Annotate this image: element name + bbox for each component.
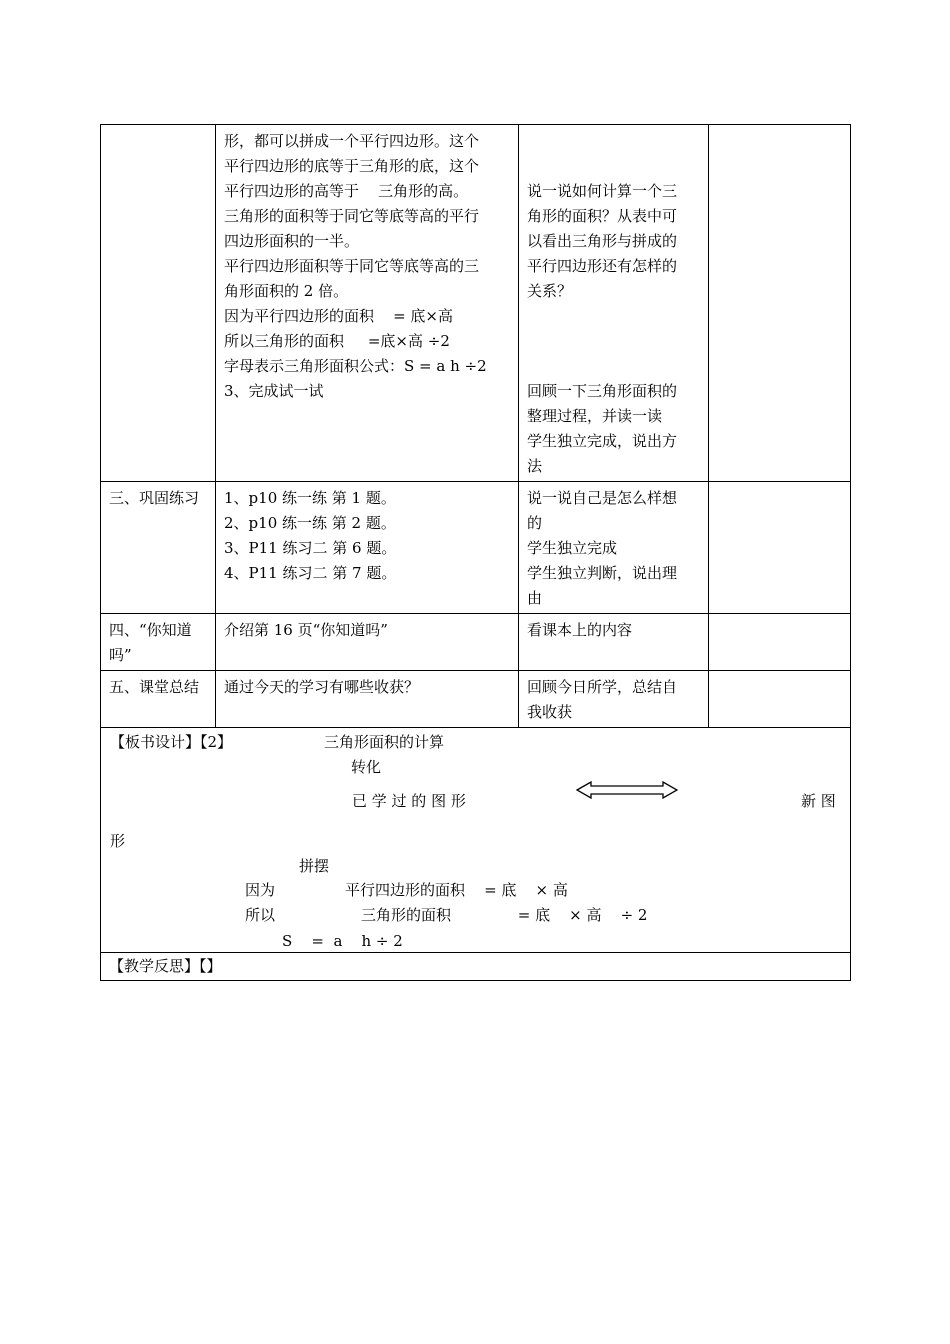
stage-label: 三、巩固练习 <box>109 489 200 507</box>
activity-line: 的 <box>527 514 543 532</box>
teaching-content-cell <box>216 671 519 728</box>
board-heading: 【板书设计】【2】 <box>110 733 233 751</box>
notes-cell <box>709 671 851 728</box>
content-line: 四边形面积的一半。 <box>224 232 360 250</box>
teaching-content-cell <box>216 482 519 614</box>
activity-line: 说一说如何计算一个三 <box>527 182 678 200</box>
table-row <box>101 614 851 671</box>
so-label: 所以 <box>245 906 276 924</box>
activity-line: 法 <box>527 457 543 475</box>
activity-line: 整理过程，并读一读 <box>527 407 663 425</box>
activity-line: 以看出三角形与拼成的 <box>527 232 678 250</box>
teaching-content-cell <box>216 614 519 671</box>
teaching-content-cell <box>216 125 519 482</box>
activity-line: 角形的面积？从表中可 <box>527 207 678 225</box>
double-arrow-icon <box>576 780 678 800</box>
because-label: 因为 <box>245 881 276 899</box>
activity-line: 学生独立完成 <box>527 539 618 557</box>
assemble-label: 拼摆 <box>299 857 330 875</box>
activity-line: 学生独立完成，说出方 <box>527 432 678 450</box>
activity-line: 说一说自己是怎么样想 <box>527 489 678 507</box>
stage-label: 吗” <box>109 646 132 664</box>
content-line: 形，都可以拼成一个平行四边形。这个 <box>224 132 480 150</box>
content-line: 所以三角形的面积 =底×高 ÷2 <box>224 332 450 350</box>
student-activity-cell <box>519 671 709 728</box>
lesson-plan-table <box>100 124 851 981</box>
content-line: 因为平行四边形的面积 = 底×高 <box>224 307 453 325</box>
table-row <box>101 482 851 614</box>
activity-line: 回顾一下三角形面积的 <box>527 382 678 400</box>
new-shape-label: 新 图 <box>801 792 836 810</box>
activity-line: 看课本上的内容 <box>527 621 633 639</box>
content-line: 3、完成试一试 <box>224 382 324 400</box>
so-formula: 三角形的面积 = 底 × 高 ÷ 2 <box>361 906 648 924</box>
reflection-heading: 【教学反思】【】 <box>109 957 222 975</box>
content-line: 4、P11 练习二 第 7 题。 <box>224 564 397 582</box>
activity-line: 回顾今日所学，总结自 <box>527 678 678 696</box>
notes-cell <box>709 125 851 482</box>
activity-line: 我收获 <box>527 703 573 721</box>
letter-formula: S = a h ÷ 2 <box>282 932 403 950</box>
activity-line: 由 <box>527 589 543 607</box>
stage-cell <box>101 671 216 728</box>
content-line: 字母表示三角形面积公式：S = a h ÷2 <box>224 357 487 375</box>
stage-cell <box>101 614 216 671</box>
transform-label: 转化 <box>351 758 382 776</box>
table-row <box>101 671 851 728</box>
content-line: 介绍第 16 页“你知道吗” <box>224 621 388 639</box>
content-line: 三角形的面积等于同它等底等高的平行 <box>224 207 480 225</box>
stage-cell <box>101 125 216 482</box>
stage-label: 四、“你知道 <box>109 621 192 639</box>
table-row <box>101 728 851 953</box>
learned-shape-label: 已 学 过 的 图 形 <box>352 792 466 810</box>
activity-line: 关系？ <box>527 282 573 300</box>
content-line: 平行四边形的底等于三角形的底，这个 <box>224 157 480 175</box>
notes-cell <box>709 614 851 671</box>
content-line: 2、p10 练一练 第 2 题。 <box>224 514 396 532</box>
board-title: 三角形面积的计算 <box>324 733 445 751</box>
content-line: 平行四边形的高等于 三角形的高。 <box>224 182 469 200</box>
student-activity-cell <box>519 614 709 671</box>
because-formula: 平行四边形的面积 = 底 × 高 <box>345 881 568 899</box>
content-line: 平行四边形面积等于同它等底等高的三 <box>224 257 480 275</box>
notes-cell <box>709 482 851 614</box>
new-shape-label-cont: 形 <box>110 832 126 850</box>
activity-line: 学生独立判断，说出理 <box>527 564 678 582</box>
stage-cell <box>101 482 216 614</box>
stage-label: 五、课堂总结 <box>109 678 200 696</box>
content-line: 角形面积的 2 倍。 <box>224 282 349 300</box>
student-activity-cell <box>519 482 709 614</box>
activity-line: 平行四边形还有怎样的 <box>527 257 678 275</box>
content-line: 3、P11 练习二 第 6 题。 <box>224 539 397 557</box>
content-line: 通过今天的学习有哪些收获？ <box>224 678 420 696</box>
reflection-section <box>101 953 851 981</box>
table-row <box>101 953 851 981</box>
student-activity-cell <box>519 125 709 482</box>
content-line: 1、p10 练一练 第 1 题。 <box>224 489 396 507</box>
board-design-section <box>101 728 851 953</box>
table-row <box>101 125 851 482</box>
